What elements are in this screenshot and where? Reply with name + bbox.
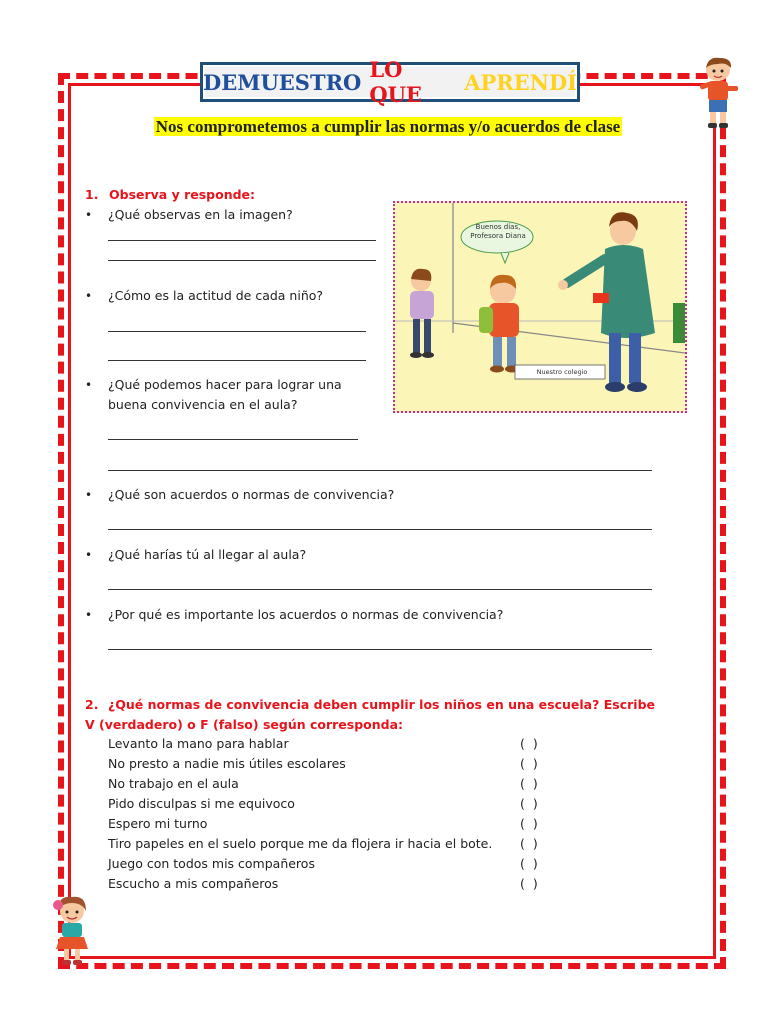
answer-box[interactable]: ( ) bbox=[520, 796, 540, 811]
title-word-1: DEMUESTRO bbox=[203, 69, 362, 95]
question-1 bbox=[85, 205, 293, 225]
question-3-text: ¿Qué podemos hacer para lograr una buena convivencia en el aula? bbox=[108, 377, 342, 412]
section-2-heading bbox=[85, 695, 655, 735]
title-banner bbox=[200, 57, 580, 107]
question-2 bbox=[85, 286, 323, 306]
bullet-icon: • bbox=[85, 548, 93, 562]
bullet-icon: • bbox=[85, 608, 93, 622]
statement-item: Pido disculpas si me equivoco bbox=[108, 796, 295, 811]
subtitle-text: Nos comprometemos a cumplir las normas y/o acuerdos de clase bbox=[155, 117, 621, 136]
question-6-text: ¿Por qué es importante los acuerdos o normas de convivencia? bbox=[108, 607, 504, 622]
answer-box[interactable]: ( ) bbox=[520, 856, 540, 871]
question-5 bbox=[85, 545, 306, 565]
statement-item: No presto a nadie mis útiles escolares bbox=[108, 756, 346, 771]
boy-mascot-illustration bbox=[696, 56, 742, 130]
classroom-scene bbox=[395, 203, 685, 411]
answer-box[interactable]: ( ) bbox=[520, 756, 540, 771]
worksheet-subtitle bbox=[120, 116, 656, 138]
question-2-text: ¿Cómo es la actitud de cada niño? bbox=[108, 288, 324, 303]
statement-item: Escucho a mis compañeros bbox=[108, 876, 279, 891]
answer-box[interactable]: ( ) bbox=[520, 776, 540, 791]
answer-line[interactable] bbox=[108, 589, 652, 590]
answer-line[interactable] bbox=[108, 240, 376, 241]
section-1-number: 1. bbox=[85, 187, 99, 202]
answer-line[interactable] bbox=[108, 470, 652, 471]
girl-mascot-illustration bbox=[50, 895, 94, 967]
title-word-3: APRENDÍ bbox=[464, 69, 577, 95]
question-5-text: ¿Qué harías tú al llegar al aula? bbox=[108, 547, 307, 562]
classroom-illustration bbox=[393, 201, 687, 413]
bullet-icon: • bbox=[85, 289, 93, 303]
question-3 bbox=[85, 375, 358, 415]
bullet-icon: • bbox=[85, 488, 93, 502]
answer-box[interactable]: ( ) bbox=[520, 736, 540, 751]
section-1-heading bbox=[85, 187, 255, 202]
school-sign-text: Nuestro colegio bbox=[536, 368, 588, 376]
section-2-title: ¿Qué normas de convivencia deben cumplir los niños en una escuela? Escribe V (verdadero) o F (falso) según corresponda: bbox=[85, 697, 655, 732]
speech-bubble-text: Buenos días, Profesora Diana bbox=[470, 223, 526, 240]
statement-item: Tiro papeles en el suelo porque me da flojera ir hacia el bote. bbox=[108, 836, 493, 851]
answer-box[interactable]: ( ) bbox=[520, 876, 540, 891]
statement-item: No trabajo en el aula bbox=[108, 776, 239, 791]
answer-line[interactable] bbox=[108, 331, 366, 332]
bullet-icon: • bbox=[85, 208, 93, 222]
answer-line[interactable] bbox=[108, 439, 358, 440]
statement-item: Espero mi turno bbox=[108, 816, 208, 831]
answer-box[interactable]: ( ) bbox=[520, 816, 540, 831]
answer-box[interactable]: ( ) bbox=[520, 836, 540, 851]
statement-item: Levanto la mano para hablar bbox=[108, 736, 289, 751]
section-2-number: 2. bbox=[85, 697, 99, 712]
bullet-icon: • bbox=[85, 378, 93, 392]
answer-line[interactable] bbox=[108, 529, 652, 530]
question-4 bbox=[85, 485, 394, 505]
statement-item: Juego con todos mis compañeros bbox=[108, 856, 315, 871]
answer-line[interactable] bbox=[108, 649, 652, 650]
question-1-text: ¿Qué observas en la imagen? bbox=[108, 207, 293, 222]
question-6 bbox=[85, 605, 503, 625]
answer-line[interactable] bbox=[108, 260, 376, 261]
section-1-title: Observa y responde: bbox=[109, 187, 256, 202]
question-4-text: ¿Qué son acuerdos o normas de convivencia? bbox=[108, 487, 395, 502]
answer-line[interactable] bbox=[108, 360, 366, 361]
title-word-2: LO QUE bbox=[369, 57, 422, 107]
